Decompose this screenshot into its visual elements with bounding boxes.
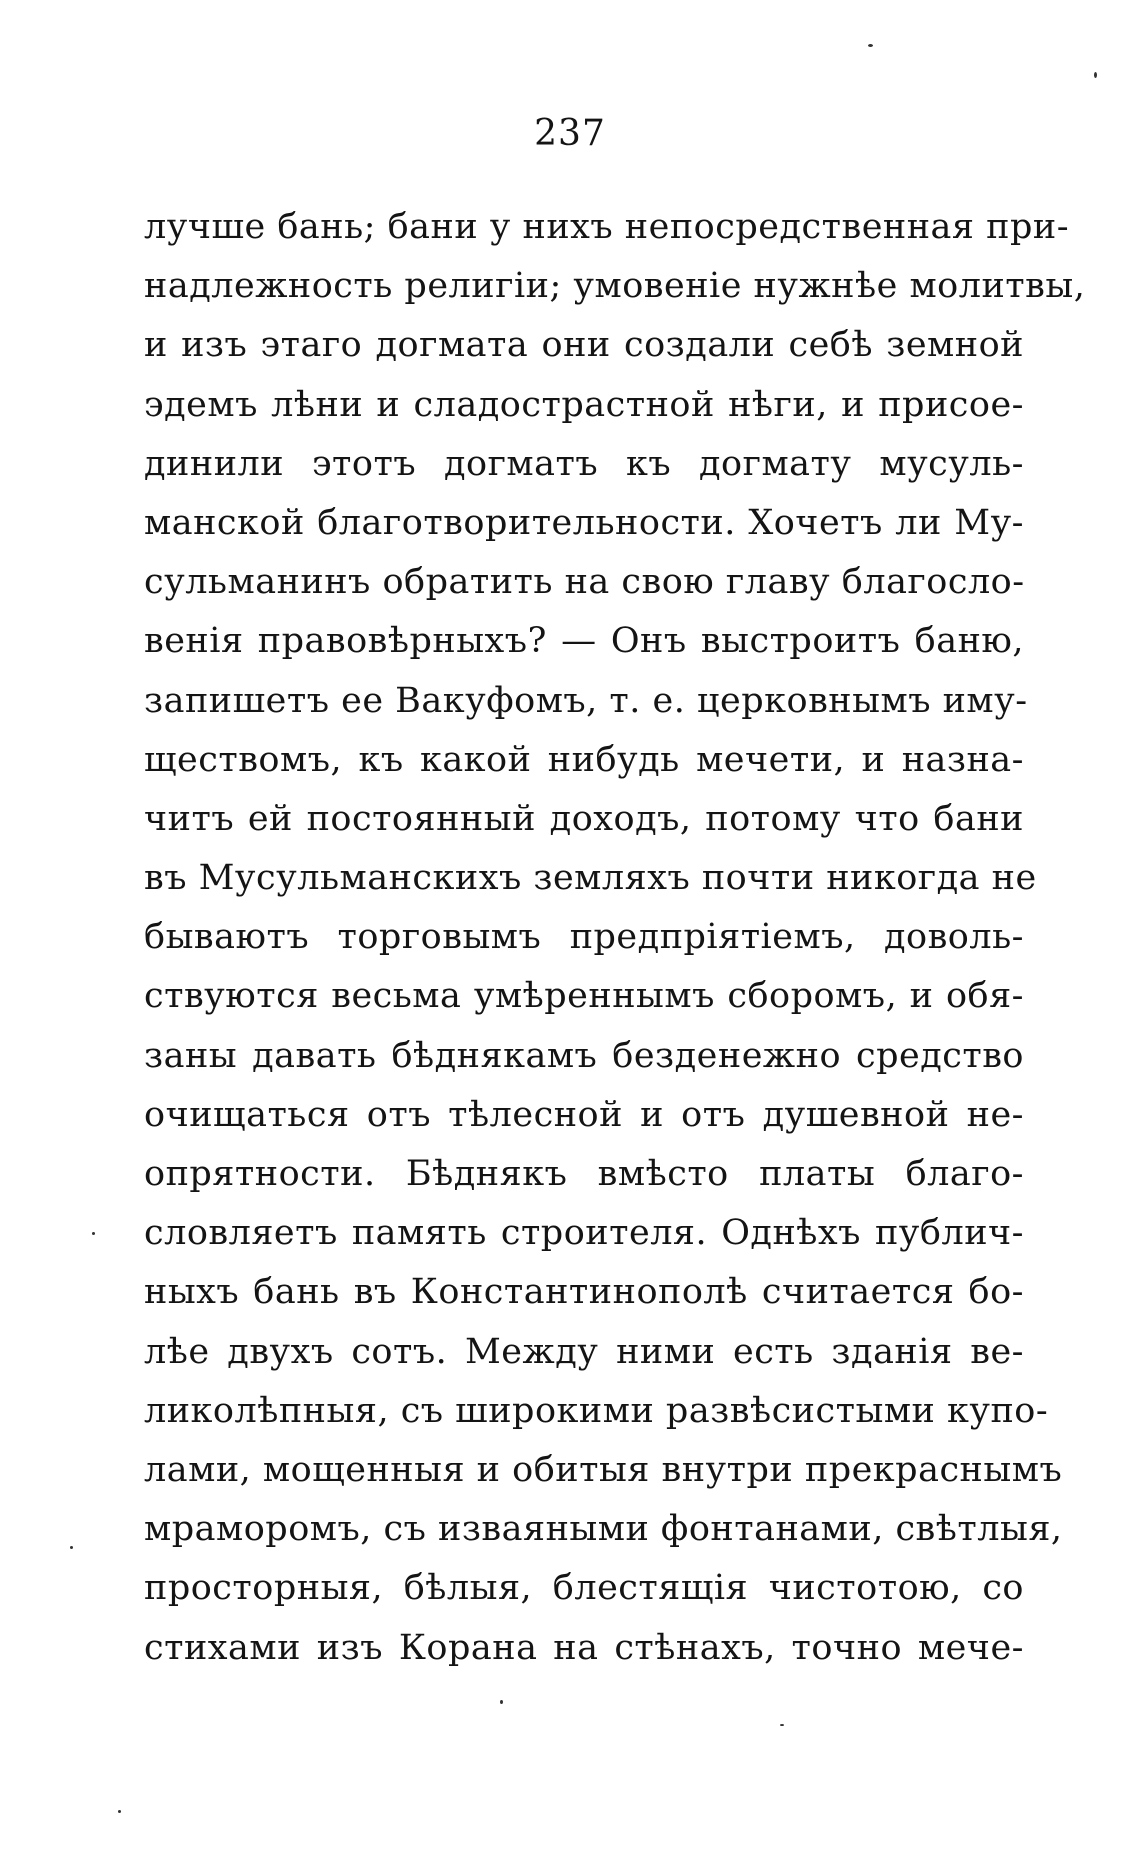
text-line: бываютъ торговымъ предпріятіемъ, доволь- (144, 917, 1024, 958)
body-text (144, 198, 1086, 1678)
scan-speck (868, 44, 873, 47)
text-line: ликолѣпныя, съ широкими развѣсистыми купо- (144, 1390, 1049, 1431)
text-line: опрятности. Бѣднякъ вмѣсто платы благо- (144, 1154, 1024, 1194)
text-line: читъ ей постоянный доходъ, потому что бани (144, 798, 1024, 839)
text-line: ществомъ, къ какой нибудь мечети, и назна- (144, 739, 1024, 780)
text-line: очищаться отъ тѣлесной и отъ душевной не- (144, 1094, 1024, 1135)
text-line: динили этотъ догматъ къ догмату мусуль- (144, 443, 1024, 484)
text-line: стихами изъ Корана на стѣнахъ, точно мече- (144, 1627, 1024, 1668)
text-line: въ Мусульманскихъ земляхъ почти никогда не (144, 858, 1037, 899)
text-line: лучше бань; бани у нихъ непосредственная при- (144, 207, 1070, 247)
text-line: и изъ этаго догмата они создали себѣ земной (144, 325, 1024, 366)
scan-speck (70, 1546, 73, 1549)
text-line: манской благотворительности. Хочетъ ли Му- (144, 502, 1024, 543)
text-line: заны давать бѣднякамъ безденежно средство (144, 1035, 1024, 1076)
text-line: ныхъ бань въ Константинополѣ считается бо- (144, 1272, 1024, 1313)
text-line: лами, мощенныя и обитыя внутри прекраснымъ (144, 1449, 1063, 1490)
text-line: эдемъ лѣни и сладострастной нѣги, и присое- (144, 384, 1024, 425)
text-line: словляетъ память строителя. Однѣхъ публич- (144, 1213, 1024, 1254)
scan-speck (118, 1810, 121, 1813)
scan-speck (92, 1232, 95, 1235)
text-line: запишетъ ее Вакуфомъ, т. е. церковнымъ иму- (144, 680, 1028, 721)
text-line: лѣе двухъ сотъ. Между ними есть зданія ве- (144, 1331, 1024, 1372)
scan-speck (500, 1700, 503, 1704)
text-line: мраморомъ, съ изваяными фонтанами, свѣтлыя, (144, 1509, 1063, 1550)
scan-speck (780, 1724, 784, 1726)
text-line: венія правовѣрныхъ? — Онъ выстроитъ баню, (144, 621, 1024, 662)
text-line: ствуются весьма умѣреннымъ сборомъ, и обя- (144, 976, 1024, 1017)
text-line: надлежность религіи; умовеніе нужнѣе молитвы, (144, 266, 1086, 307)
scan-speck (1094, 72, 1097, 78)
page-number: 237 (534, 113, 606, 154)
text-line: просторныя, бѣлыя, блестящія чистотою, со (144, 1568, 1024, 1609)
text-line: сульманинъ обратить на свою главу благосло- (144, 562, 1025, 603)
